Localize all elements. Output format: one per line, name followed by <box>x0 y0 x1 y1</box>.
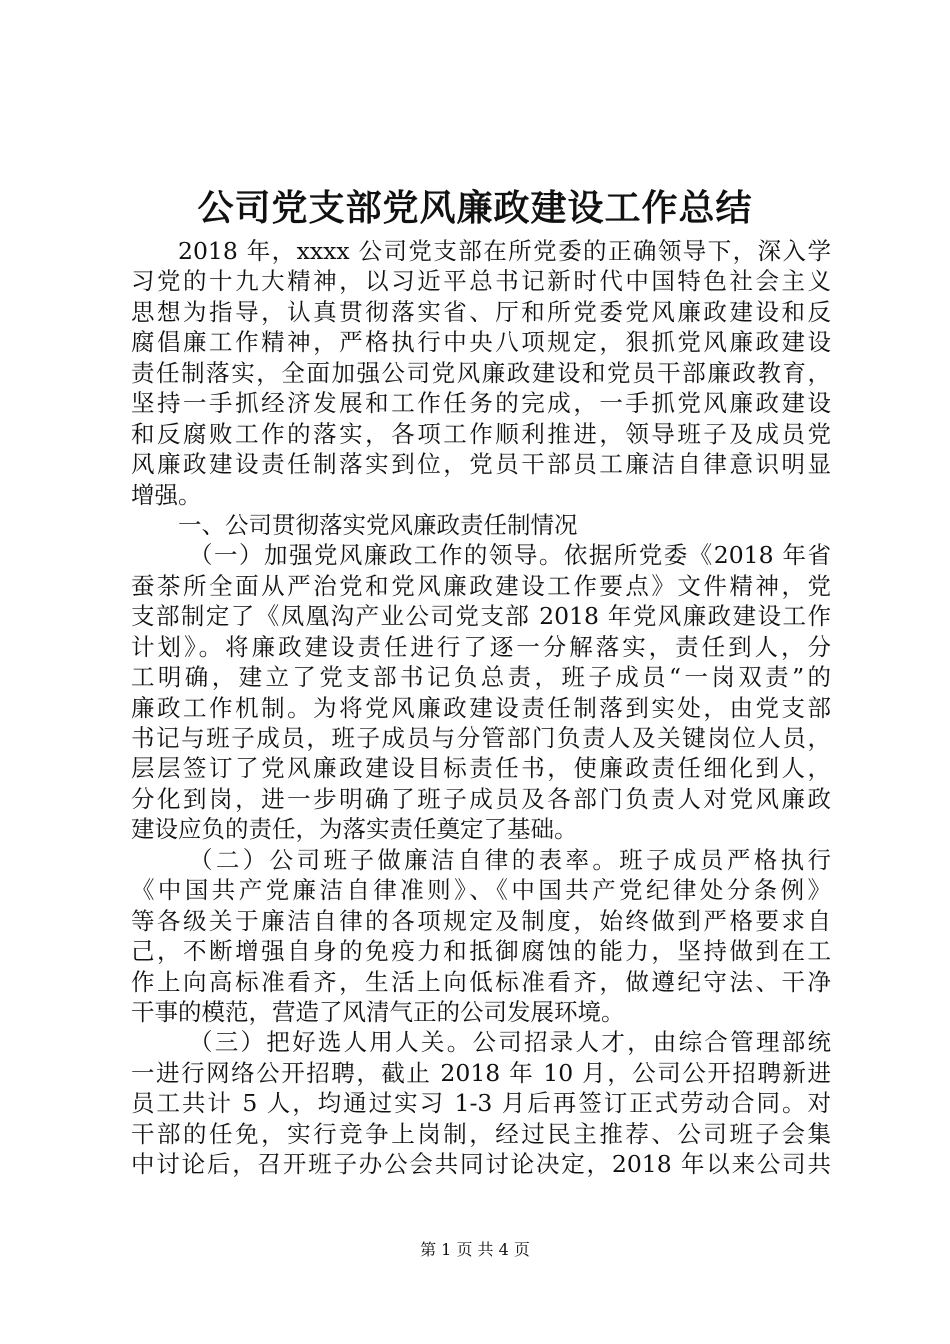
text-line: 干部的任免，实行竞争上岗制，经过民主推荐、公司班子会集 <box>131 1119 831 1148</box>
text-line: 分化到岗，进一步明确了班子成员及各部门负责人对党风廉政 <box>131 784 831 813</box>
text-line: （一）加强党风廉政工作的领导。依据所党委《2018 年省 <box>189 541 831 570</box>
text-line: 己，不断增强自身的免疫力和抵御腐蚀的能力，坚持做到在工 <box>131 937 831 966</box>
text-line: 增强。 <box>131 480 202 509</box>
document-body <box>131 236 831 1180</box>
text-line: 员工共计 5 人，均通过实习 1-3 月后再签订正式劳动合同。对 <box>131 1089 831 1118</box>
text-line: （三）把好选人用人关。公司招录人才，由综合管理部统 <box>189 1028 831 1057</box>
paragraph-section-3 <box>131 1027 831 1179</box>
text-line: 《中国共产党廉洁自律准则》、《中国共产党纪律处分条例》 <box>131 876 831 905</box>
text-line: 习党的十九大精神，以习近平总书记新时代中国特色社会主义 <box>131 267 831 296</box>
heading-line: 一、公司贯彻落实党风廉政责任制情况 <box>178 510 578 539</box>
paragraph-section-1 <box>131 540 831 844</box>
text-line: 一进行网络公开招聘，截止 2018 年 10 月，公司公开招聘新进 <box>131 1058 831 1087</box>
text-line: 风廉政建设责任制落实到位，党员干部员工廉洁自律意识明显 <box>131 450 831 479</box>
text-line: 和反腐败工作的落实，各项工作顺利推进，领导班子及成员党 <box>131 419 831 448</box>
text-line: 作上向高标准看齐，生活上向低标准看齐，做遵纪守法、干净 <box>131 967 831 996</box>
text-line: 2018 年，xxxx 公司党支部在所党委的正确领导下，深入学 <box>178 237 831 265</box>
text-line: 蚕茶所全面从严治党和党风廉政建设工作要点》文件精神，党 <box>131 571 831 600</box>
paragraph-section-2 <box>131 845 831 1028</box>
text-line: 书记与班子成员，班子成员与分管部门负责人及关键岗位人员， <box>131 724 831 752</box>
document-title: 公司党支部党风廉政建设工作总结 <box>197 187 753 229</box>
text-line: 干事的模范，营造了风清气正的公司发展环境。 <box>131 997 625 1026</box>
text-line: 责任制落实，全面加强公司党风廉政建设和党员干部廉政教育， <box>131 358 831 387</box>
section-heading <box>131 510 831 540</box>
page-number-footer: 第 1 页 共 4 页 <box>420 1240 530 1259</box>
text-line: 坚持一手抓经济发展和工作任务的完成，一手抓党风廉政建设 <box>131 389 831 418</box>
text-line: 建设应负的责任，为落实责任奠定了基础。 <box>131 815 578 844</box>
text-line: 支部制定了《凤凰沟产业公司党支部 2018 年党风廉政建设工作 <box>131 602 831 631</box>
text-line: （二）公司班子做廉洁自律的表率。班子成员严格执行 <box>189 845 831 874</box>
text-line: 等各级关于廉洁自律的各项规定及制度，始终做到严格要求自 <box>131 906 831 935</box>
text-line: 计划》。将廉政建设责任进行了逐一分解落实，责任到人，分 <box>131 632 831 661</box>
paragraph-intro <box>131 236 831 510</box>
text-line: 中讨论后，召开班子办公会共同讨论决定，2018 年以来公司共 <box>131 1150 831 1179</box>
text-line: 层层签订了党风廉政建设目标责任书，使廉政责任细化到人， <box>131 754 831 783</box>
text-line: 廉政工作机制。为将党风廉政建设责任制落到实处，由党支部 <box>131 693 831 722</box>
text-line: 腐倡廉工作精神，严格执行中央八项规定，狠抓党风廉政建设 <box>131 328 831 357</box>
text-line: 工明确，建立了党支部书记负总责，班子成员“一岗双责”的 <box>131 663 831 692</box>
text-line: 思想为指导，认真贯彻落实省、厅和所党委党风廉政建设和反 <box>131 297 831 326</box>
